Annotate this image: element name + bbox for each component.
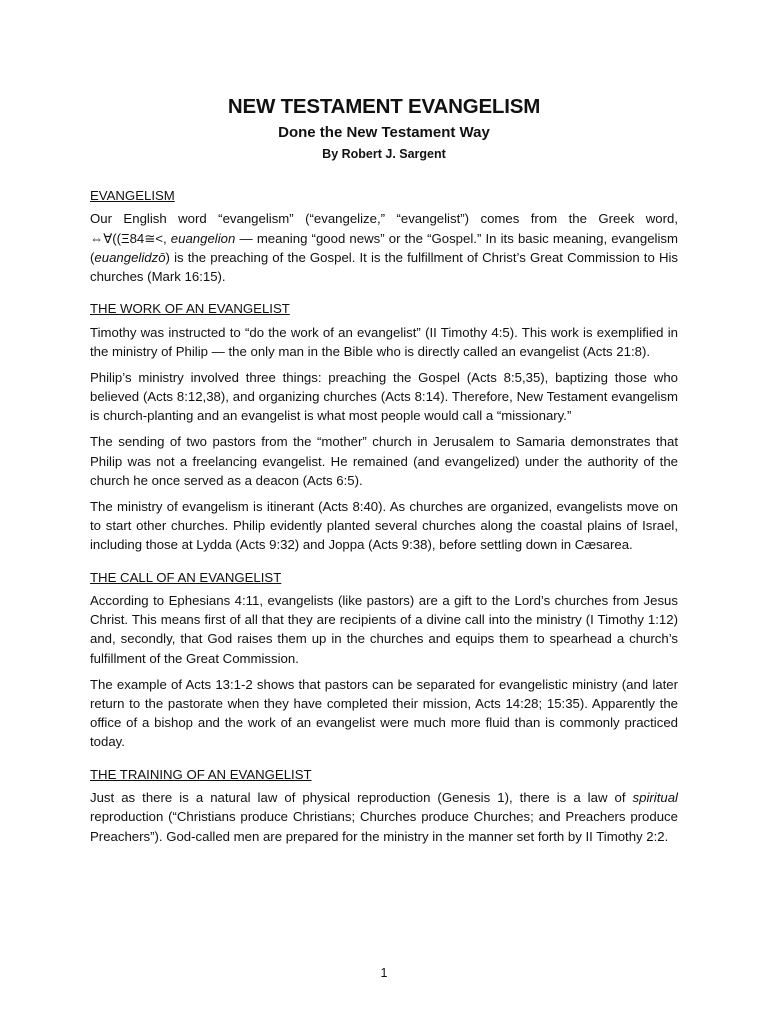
paragraph-text: Just as there is a natural law of physical reproduction (Genesis 1), there is a law of (90, 790, 633, 806)
section-call-of-evangelist (90, 568, 678, 752)
paragraph: The ministry of evangelism is itinerant (Acts 8:40). As churches are organized, evangelists move on to start other churches. Philip evidently planted several churches along the coastal plains of Israel, including those at Lydda (Acts 9:32) and Joppa (Acts 9:38), before settling down in Cæsarea. (90, 498, 678, 553)
paragraph (90, 788, 678, 846)
italic-term: euangelion (170, 230, 236, 246)
author-byline: By Robert J. Sargent (322, 147, 446, 161)
paragraph: Timothy was instructed to “do the work of an evangelist” (II Timothy 4:5). This work is exemplified in the ministry of Philip — the only man in the Bible who is directly called an evangelist (Acts 21:8). (90, 324, 678, 360)
paragraph-text: — meaning “good news” or the “Gospel.” In its basic meaning, evangelism ( (90, 230, 678, 265)
italic-term: euangelidzō (94, 249, 166, 265)
section-evangelism (90, 186, 678, 286)
paragraph: The sending of two pastors from the “mother” church in Jerusalem to Samaria demonstrates that Philip was not a freelancing evangelist. He remained (and evangelized) under the authority of the church he once served as a deacon (Acts 6:5). (90, 434, 678, 488)
paragraph: The example of Acts 13:1-2 shows that pastors can be separated for evangelistic ministry (and later return to the pastorate when they have completed their mission, Acts 14:28; 15:35). Apparently the office of a bishop and the work of an evangelist were much more fluid than is commonly practiced today. (90, 676, 678, 750)
section-heading: THE TRAINING OF AN EVANGELIST (90, 766, 312, 782)
page-number: 1 (380, 966, 388, 980)
section-heading: THE WORK OF AN EVANGELIST (90, 301, 290, 317)
document-body (90, 186, 678, 859)
document-title: NEW TESTAMENT EVANGELISM (227, 95, 541, 118)
section-work-of-evangelist (90, 299, 678, 554)
section-heading: EVANGELISM (90, 188, 175, 203)
paragraph-text: Our English word “evangelism” (“evangelize,” “evangelist”) comes from the Greek word, ⇔∀((Ξ84≅<, (90, 211, 678, 246)
section-heading: THE CALL OF AN EVANGELIST (90, 569, 282, 585)
paragraph-text: reproduction (“Christians produce Christians; Churches produce Churches; and Preachers produce Preachers”). God-called men are prepared for the ministry in the manner set forth by II Timothy 2:2. (90, 809, 678, 844)
section-training-of-evangelist (90, 765, 678, 846)
paragraph-text: ) is the preaching of the Gospel. It is the fulfillment of Christ’s Great Commission to His churches (Mark 16:15). (90, 249, 678, 285)
italic-term: spiritual (632, 790, 678, 806)
document-subtitle: Done the New Testament Way (278, 124, 490, 141)
paragraph (90, 209, 678, 286)
paragraph: Philip’s ministry involved three things: preaching the Gospel (Acts 8:5,35), baptizing those who believed (Acts 8:12,38), and organizing churches (Acts 8:14). Therefore, New Testament evangelism is church-planting and an evangelist is what most people would call a “missionary.” (90, 369, 678, 424)
paragraph: According to Ephesians 4:11, evangelists (like pastors) are a gift to the Lord’s churches from Jesus Christ. This means first of all that they are recipients of a divine call into the ministry (I Timothy 1:12) and, secondly, that God raises them up in the churches and equips them to spearhead a church’s fulfillment of the Great Commission. (90, 592, 678, 666)
